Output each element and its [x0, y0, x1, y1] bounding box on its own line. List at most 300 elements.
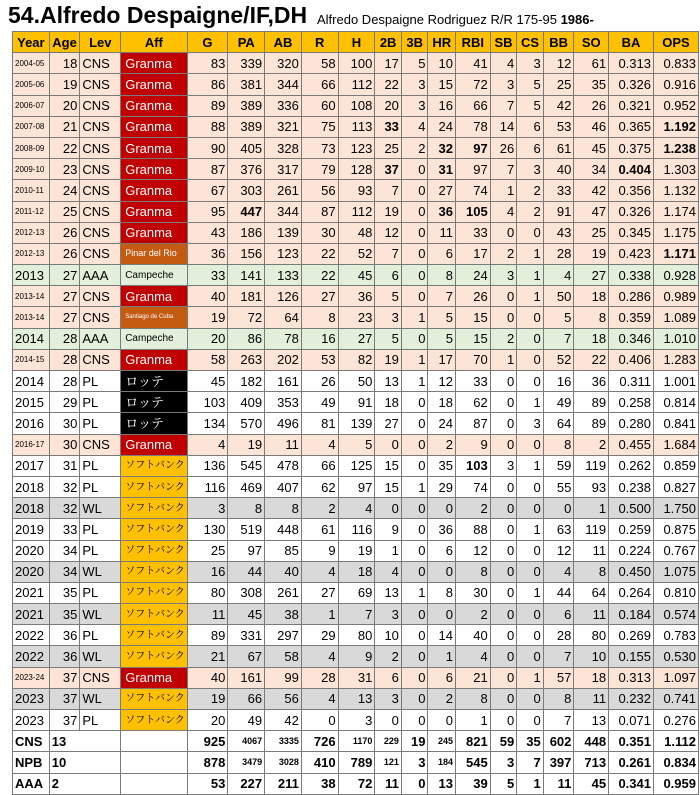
stat-cell: 389: [228, 116, 265, 137]
total-stat-cell: 713: [574, 752, 609, 773]
stat-cell: 7: [543, 646, 574, 667]
stat-cell: 28: [543, 625, 574, 646]
stat-cell: 0.875: [654, 519, 699, 540]
year-cell: 2023: [13, 688, 50, 709]
stat-cell: 6: [517, 116, 544, 137]
age-cell: 37: [49, 710, 80, 731]
stat-cell: 2: [456, 604, 491, 625]
stat-cell: 4: [301, 646, 338, 667]
stat-cell: 0: [401, 392, 428, 413]
seasons-count: 2: [49, 773, 120, 794]
affiliate-cell: Campeche: [121, 328, 187, 349]
level-cell: CNS: [80, 180, 121, 201]
stat-cell: 0.313: [609, 667, 654, 688]
age-cell: 18: [49, 53, 80, 74]
age-cell: 36: [49, 646, 80, 667]
stat-cell: 40: [456, 625, 491, 646]
stat-cell: 320: [265, 53, 302, 74]
age-cell: 29: [49, 392, 80, 413]
affiliate-cell: Santiago de Cuba: [121, 307, 187, 328]
affiliate-cell: Granma: [121, 95, 187, 116]
year-cell: 2011-12: [13, 201, 50, 222]
stat-cell: 42: [543, 95, 574, 116]
stat-cell: 87: [187, 159, 228, 180]
table-row: [13, 265, 699, 286]
total-stat-cell: 821: [456, 731, 491, 752]
stat-cell: 0: [401, 455, 428, 476]
stat-cell: 74: [456, 476, 491, 497]
stat-cell: 33: [375, 116, 402, 137]
stat-cell: 0.810: [654, 582, 699, 603]
level-cell: WL: [80, 688, 121, 709]
stat-cell: 4: [301, 688, 338, 709]
year-cell: 2013: [13, 265, 50, 286]
table-row: [13, 159, 699, 180]
stat-cell: 0: [401, 561, 428, 582]
affiliate-cell: ソフトバンク: [121, 688, 187, 709]
stat-cell: 6: [428, 667, 456, 688]
stat-cell: 4: [543, 265, 574, 286]
stat-cell: 52: [338, 243, 375, 264]
stat-cell: 0.313: [609, 53, 654, 74]
stat-cell: 0.326: [609, 201, 654, 222]
stat-cell: 44: [228, 561, 265, 582]
stat-cell: 49: [543, 392, 574, 413]
stat-cell: 82: [338, 349, 375, 370]
stat-cell: 116: [338, 519, 375, 540]
stat-cell: 0.258: [609, 392, 654, 413]
affiliate-cell: Granma: [121, 180, 187, 201]
level-cell: AAA: [80, 265, 121, 286]
stat-cell: 11: [428, 222, 456, 243]
stat-cell: 59: [543, 455, 574, 476]
stat-cell: 1.750: [654, 498, 699, 519]
totals-spacer: [121, 752, 187, 773]
stat-cell: 447: [228, 201, 265, 222]
stat-cell: 24: [428, 116, 456, 137]
stat-cell: 17: [456, 243, 491, 264]
stat-cell: 0.311: [609, 371, 654, 392]
total-stat-cell: 227: [228, 773, 265, 794]
stat-cell: 0: [517, 498, 544, 519]
stat-cell: 1: [517, 455, 544, 476]
stat-cell: 0: [490, 540, 517, 561]
stat-cell: 1.175: [654, 222, 699, 243]
total-stat-cell: 545: [456, 752, 491, 773]
stat-cell: 24: [456, 265, 491, 286]
level-cell: CNS: [80, 667, 121, 688]
stat-cell: 58: [187, 349, 228, 370]
stat-cell: 93: [574, 476, 609, 497]
stat-cell: 91: [338, 392, 375, 413]
stat-cell: 116: [187, 476, 228, 497]
stat-cell: 2: [428, 434, 456, 455]
player-bio: [317, 12, 594, 27]
stat-cell: 303: [228, 180, 265, 201]
stat-cell: 79: [301, 159, 338, 180]
table-row: [13, 540, 699, 561]
totals-spacer: [121, 731, 187, 752]
stat-cell: 0.238: [609, 476, 654, 497]
stat-cell: 66: [301, 74, 338, 95]
total-stat-cell: 59: [490, 731, 517, 752]
year-cell: 2016: [13, 413, 50, 434]
stat-cell: 27: [338, 328, 375, 349]
stat-cell: 19: [187, 307, 228, 328]
stat-cell: 63: [543, 519, 574, 540]
stat-cell: 45: [228, 604, 265, 625]
stat-cell: 1: [517, 519, 544, 540]
stat-cell: 0: [490, 434, 517, 455]
stat-cell: 8: [543, 688, 574, 709]
stat-cell: 22: [301, 243, 338, 264]
stat-cell: 126: [265, 286, 302, 307]
stat-cell: 0: [490, 498, 517, 519]
stat-cell: 0: [490, 667, 517, 688]
age-cell: 26: [49, 222, 80, 243]
stat-cell: 0.338: [609, 265, 654, 286]
stat-cell: 112: [338, 201, 375, 222]
stat-cell: 40: [187, 667, 228, 688]
affiliate-cell: ソフトバンク: [121, 540, 187, 561]
stat-cell: 31: [338, 667, 375, 688]
stat-cell: 0.232: [609, 688, 654, 709]
level-cell: PL: [80, 625, 121, 646]
year-cell: 2020: [13, 540, 50, 561]
stat-cell: 8: [428, 582, 456, 603]
stat-cell: 20: [187, 710, 228, 731]
stat-cell: 14: [428, 625, 456, 646]
total-stat-cell: 229: [375, 731, 402, 752]
stat-cell: 41: [456, 53, 491, 74]
stat-cell: 18: [574, 328, 609, 349]
stat-cell: 62: [456, 392, 491, 413]
table-body: [13, 53, 699, 795]
stat-cell: 53: [543, 116, 574, 137]
age-cell: 36: [49, 625, 80, 646]
stat-cell: 5: [401, 53, 428, 74]
stat-cell: 130: [187, 519, 228, 540]
stat-cell: 19: [574, 243, 609, 264]
stat-cell: 0: [428, 604, 456, 625]
affiliate-cell: Granma: [121, 137, 187, 158]
table-row: [13, 307, 699, 328]
stat-cell: 36: [428, 201, 456, 222]
bats-throws: R/R: [490, 12, 513, 27]
table-row: [13, 95, 699, 116]
stat-cell: 1.171: [654, 243, 699, 264]
stat-cell: 112: [338, 74, 375, 95]
stat-cell: 15: [428, 74, 456, 95]
table-row: [13, 455, 699, 476]
stat-cell: 308: [228, 582, 265, 603]
stat-cell: 1: [401, 476, 428, 497]
stat-cell: 4: [187, 434, 228, 455]
stat-cell: 13: [574, 710, 609, 731]
affiliate-cell: ソフトバンク: [121, 582, 187, 603]
stat-cell: 0.280: [609, 413, 654, 434]
stat-cell: 263: [228, 349, 265, 370]
stat-cell: 181: [228, 286, 265, 307]
year-cell: 2018: [13, 476, 50, 497]
stat-cell: 1: [490, 349, 517, 370]
total-stat-cell: 72: [338, 773, 375, 794]
total-stat-cell: 1.112: [654, 731, 699, 752]
year-cell: 2010-11: [13, 180, 50, 201]
stat-cell: 89: [574, 413, 609, 434]
stat-cell: 0: [401, 710, 428, 731]
affiliate-cell: ソフトバンク: [121, 604, 187, 625]
stat-cell: 0.989: [654, 286, 699, 307]
stat-cell: 48: [338, 222, 375, 243]
stat-cell: 4: [490, 53, 517, 74]
stat-cell: 0.365: [609, 116, 654, 137]
stat-cell: 38: [265, 604, 302, 625]
stat-cell: 139: [265, 222, 302, 243]
affiliate-cell: Granma: [121, 222, 187, 243]
stat-cell: 7: [490, 159, 517, 180]
stat-cell: 113: [338, 116, 375, 137]
age-cell: 20: [49, 95, 80, 116]
stat-cell: 13: [375, 582, 402, 603]
stat-cell: 0.741: [654, 688, 699, 709]
year-cell: 2013-14: [13, 286, 50, 307]
stat-cell: 2: [456, 498, 491, 519]
total-stat-cell: 3335: [265, 731, 302, 752]
stat-cell: 0.767: [654, 540, 699, 561]
stat-cell: 0.259: [609, 519, 654, 540]
total-stat-cell: 38: [301, 773, 338, 794]
age-cell: 30: [49, 413, 80, 434]
affiliate-cell: ソフトバンク: [121, 498, 187, 519]
table-row: [13, 646, 699, 667]
stat-cell: 27: [428, 180, 456, 201]
age-cell: 22: [49, 137, 80, 158]
year-cell: 2016-17: [13, 434, 50, 455]
table-row: [13, 392, 699, 413]
column-header: H: [338, 32, 375, 53]
affiliate-cell: Granma: [121, 116, 187, 137]
total-stat-cell: 5: [490, 773, 517, 794]
age-cell: 30: [49, 434, 80, 455]
stat-cell: 62: [301, 476, 338, 497]
stat-cell: 1.192: [654, 116, 699, 137]
stat-cell: 389: [228, 95, 265, 116]
stat-cell: 35: [428, 455, 456, 476]
stat-cell: 33: [543, 180, 574, 201]
stat-cell: 0.450: [609, 561, 654, 582]
stat-cell: 78: [265, 328, 302, 349]
stat-cell: 0: [401, 413, 428, 434]
total-stat-cell: 3: [401, 752, 428, 773]
stat-cell: 45: [338, 265, 375, 286]
stat-cell: 381: [228, 74, 265, 95]
stat-cell: 53: [301, 349, 338, 370]
stat-cell: 13: [338, 688, 375, 709]
stat-cell: 18: [428, 392, 456, 413]
column-header: 3B: [401, 32, 428, 53]
stat-cell: 6: [375, 667, 402, 688]
stat-cell: 0: [401, 540, 428, 561]
totals-row: [13, 773, 699, 794]
stat-cell: 73: [301, 137, 338, 158]
column-header: R: [301, 32, 338, 53]
stat-cell: 3: [401, 74, 428, 95]
stat-cell: 66: [228, 688, 265, 709]
stat-cell: 1.097: [654, 667, 699, 688]
total-stat-cell: 410: [301, 752, 338, 773]
stat-cell: 27: [301, 286, 338, 307]
stat-cell: 0: [401, 688, 428, 709]
table-row: [13, 286, 699, 307]
stat-cell: 261: [265, 180, 302, 201]
stat-cell: 50: [543, 286, 574, 307]
age-cell: 27: [49, 265, 80, 286]
level-cell: CNS: [80, 307, 121, 328]
year-cell: 2022: [13, 646, 50, 667]
level-cell: CNS: [80, 116, 121, 137]
stat-cell: 0.574: [654, 604, 699, 625]
stat-cell: 87: [301, 201, 338, 222]
stat-cell: 0: [490, 222, 517, 243]
full-name: Alfredo Despaigne Rodriguez: [317, 12, 487, 27]
stat-cell: 376: [228, 159, 265, 180]
stat-cell: 0.500: [609, 498, 654, 519]
year-cell: 2015: [13, 392, 50, 413]
stat-cell: 19: [375, 201, 402, 222]
stat-cell: 10: [428, 53, 456, 74]
level-cell: CNS: [80, 349, 121, 370]
seasons-count: 13: [49, 731, 120, 752]
stat-cell: 0: [517, 349, 544, 370]
stat-cell: 18: [338, 561, 375, 582]
total-stat-cell: 0.341: [609, 773, 654, 794]
stat-cell: 6: [543, 604, 574, 625]
stat-cell: 0.404: [609, 159, 654, 180]
stat-cell: 0: [517, 476, 544, 497]
stat-cell: 1.132: [654, 180, 699, 201]
stat-cell: 119: [574, 519, 609, 540]
stat-cell: 25: [187, 540, 228, 561]
stat-cell: 5: [428, 328, 456, 349]
stat-cell: 1: [517, 286, 544, 307]
affiliate-cell: Granma: [121, 286, 187, 307]
table-row: [13, 498, 699, 519]
stat-cell: 91: [543, 201, 574, 222]
stat-cell: 7: [490, 95, 517, 116]
age-cell: 35: [49, 582, 80, 603]
stat-cell: 18: [574, 286, 609, 307]
stat-cell: 0: [401, 159, 428, 180]
stat-cell: 4: [456, 646, 491, 667]
stat-cell: 1.089: [654, 307, 699, 328]
stat-cell: 0: [517, 688, 544, 709]
affiliate-cell: Granma: [121, 53, 187, 74]
stat-cell: 3: [517, 159, 544, 180]
stat-cell: 16: [428, 95, 456, 116]
stat-cell: 2: [301, 498, 338, 519]
stat-cell: 61: [301, 519, 338, 540]
stat-cell: 8: [574, 307, 609, 328]
total-stat-cell: 789: [338, 752, 375, 773]
stat-cell: 97: [338, 476, 375, 497]
column-header: Year: [13, 32, 50, 53]
stat-cell: 0.406: [609, 349, 654, 370]
stat-cell: 5: [517, 74, 544, 95]
age-cell: 34: [49, 540, 80, 561]
stat-cell: 105: [456, 201, 491, 222]
table-row: [13, 328, 699, 349]
stat-cell: 161: [265, 371, 302, 392]
age-cell: 27: [49, 286, 80, 307]
stat-cell: 80: [574, 625, 609, 646]
stat-cell: 2: [574, 434, 609, 455]
stat-cell: 37: [375, 159, 402, 180]
level-cell: CNS: [80, 159, 121, 180]
stat-cell: 81: [301, 413, 338, 434]
table-row: [13, 667, 699, 688]
stat-cell: 405: [228, 137, 265, 158]
stat-cell: 186: [228, 222, 265, 243]
stat-cell: 0.264: [609, 582, 654, 603]
stat-cell: 67: [228, 646, 265, 667]
stat-cell: 97: [456, 159, 491, 180]
level-cell: PL: [80, 413, 121, 434]
stat-cell: 24: [428, 413, 456, 434]
stat-cell: 0: [517, 604, 544, 625]
stat-cell: 30: [456, 582, 491, 603]
stat-cell: 103: [456, 455, 491, 476]
stat-cell: 8: [428, 265, 456, 286]
stat-cell: 1.303: [654, 159, 699, 180]
stat-cell: 12: [428, 371, 456, 392]
table-row: [13, 561, 699, 582]
stat-cell: 1: [401, 582, 428, 603]
total-stat-cell: 19: [401, 731, 428, 752]
stat-cell: 19: [187, 688, 228, 709]
title-bar: [0, 0, 700, 34]
stat-cell: 3: [517, 413, 544, 434]
total-stat-cell: 602: [543, 731, 574, 752]
year-cell: 2021: [13, 582, 50, 603]
table-row: [13, 625, 699, 646]
total-stat-cell: 11: [375, 773, 402, 794]
stat-cell: 67: [187, 180, 228, 201]
stat-cell: 448: [265, 519, 302, 540]
stat-cell: 25: [574, 222, 609, 243]
age-cell: 32: [49, 476, 80, 497]
level-cell: CNS: [80, 286, 121, 307]
stat-cell: 3: [375, 688, 402, 709]
total-stat-cell: 53: [187, 773, 228, 794]
column-header: Lev: [80, 32, 121, 53]
stat-cell: 6: [375, 265, 402, 286]
stat-cell: 0.224: [609, 540, 654, 561]
stat-cell: 80: [338, 625, 375, 646]
totals-row: [13, 752, 699, 773]
age-cell: 34: [49, 561, 80, 582]
table-row: [13, 604, 699, 625]
stat-cell: 3: [517, 53, 544, 74]
stat-cell: 7: [543, 710, 574, 731]
stat-cell: 1: [490, 180, 517, 201]
total-stat-cell: 4067: [228, 731, 265, 752]
stat-cell: 0.356: [609, 180, 654, 201]
stat-cell: 7: [543, 328, 574, 349]
stat-cell: 45: [187, 371, 228, 392]
stat-cell: 0: [428, 710, 456, 731]
stat-cell: 1: [401, 349, 428, 370]
